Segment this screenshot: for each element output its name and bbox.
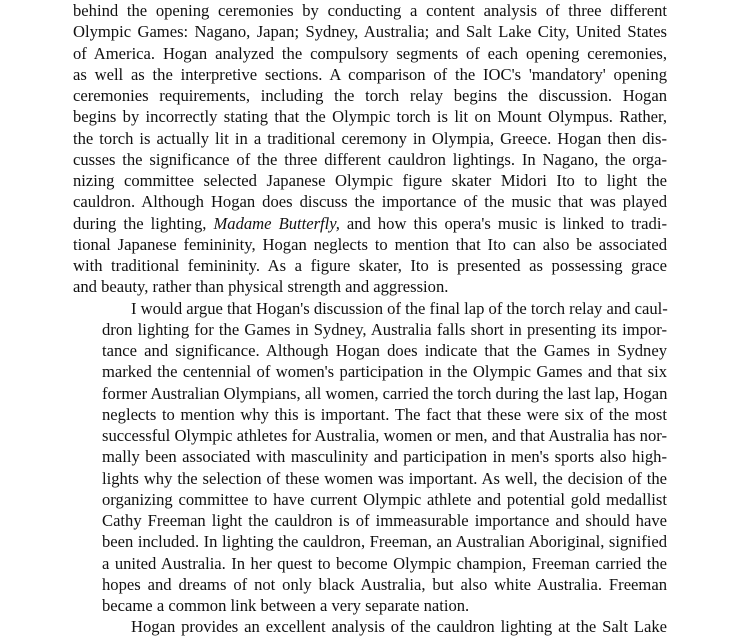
text-line: mally been associated with masculinity and participation in men's sports also high- (102, 447, 667, 467)
text-line: lights why the selection of these women was important. As well, the decision of the (102, 468, 667, 488)
text-line: Olympic Games: Nagano, Japan; Sydney, Australia; and Salt Lake City, United States (73, 22, 667, 42)
text-line: Hogan provides an excellent analysis of the cauldron lighting at the Salt Lake (131, 617, 667, 637)
text-line: begins by incorrectly stating that the Olympic torch is lit on Mount Olympus. Rather, (73, 107, 667, 127)
paragraph (73, 298, 667, 617)
paragraph (73, 616, 667, 637)
text-line: a united Australia. In her quest to become Olympic champion, Freeman carried the (102, 553, 667, 573)
text-line: Cathy Freeman light the cauldron is of immeasurable importance and should have (102, 511, 667, 530)
text-line: cauldron. Although Hogan does discuss the importance of the music that was played (73, 192, 667, 212)
body-text (73, 0, 667, 638)
paragraph (73, 0, 667, 298)
text-line: organizing committee to have current Olympic athlete and potential gold medallist (102, 489, 667, 509)
text-line: dron lighting for the Games in Sydney, Australia falls short in presenting its impor- (102, 319, 667, 339)
text-line: neglects to mention why this is important. The fact that these were six of the most (102, 404, 667, 424)
text-line: cusses the significance of the three different cauldron lightings. In Nagano, the orga- (73, 149, 667, 169)
text-line: nizing committee selected Japanese Olympic figure skater Midori Ito to light the (73, 171, 667, 190)
text-line: marked the centennial of women's participation in the Olympic Games and that six (102, 362, 667, 382)
text-line: successful Olympic athletes for Australia, women or men, and that Australia has nor- (102, 426, 667, 445)
text-line: been included. In lighting the cauldron, Freeman, an Australian Aboriginal, signified (102, 532, 667, 552)
text-line: I would argue that Hogan's discussion of the final lap of the torch relay and caul- (131, 298, 668, 318)
text-line: and beauty, rather than physical strength and aggression. (73, 277, 449, 297)
text-line: hopes and dreams of not only black Australia, but also white Australia. Freeman (102, 574, 667, 594)
text-line: during the lighting, Madame Butterfly, and how this opera's music is linked to tradi- (73, 213, 667, 233)
text-line: ceremonies requirements, including the torch relay begins the discussion. Hogan (73, 86, 667, 105)
text-line: the torch is actually lit in a traditional ceremony in Olympia, Greece. Hogan then dis- (73, 128, 667, 148)
text-line: behind the opening ceremonies by conducting a content analysis of three different (73, 1, 667, 20)
text-line: became a common link between a very separate nation. (102, 596, 470, 615)
text-line: former Australian Olympians, all women, carried the torch during the last lap, Hogan (102, 383, 668, 403)
text-line: as well as the interpretive sections. A comparison of the IOC's 'mandatory' opening (73, 64, 667, 84)
document-page (73, 0, 667, 638)
text-line: with traditional femininity. As a figure skater, Ito is presented as possessing grace (73, 256, 667, 275)
text-line: tional Japanese femininity, Hogan neglects to mention that Ito can also be associated (73, 234, 667, 254)
text-line: tance and significance. Although Hogan does indicate that the Games in Sydney (102, 341, 667, 360)
text-line: of America. Hogan analyzed the compulsory segments of each opening ceremonies, (73, 43, 667, 63)
